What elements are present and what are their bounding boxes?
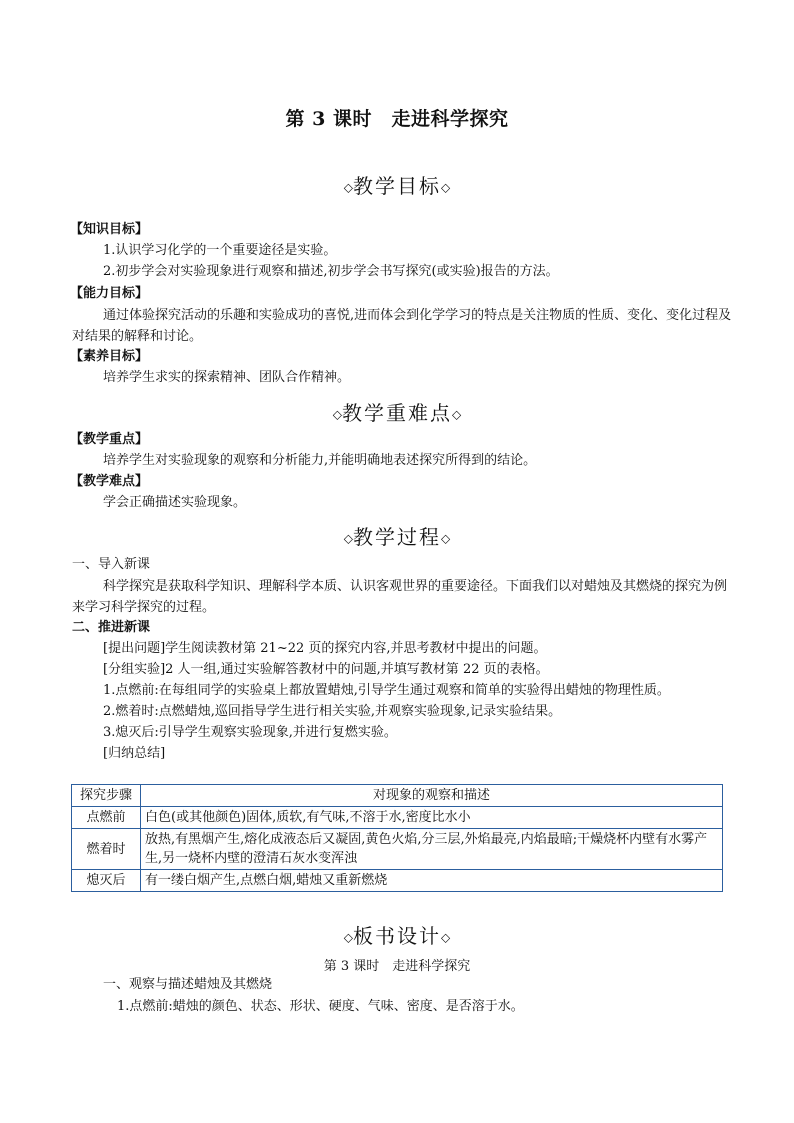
table-cell-step: 燃着时 [72,829,141,870]
focus-label: 【教学重点】 [70,432,149,447]
diamond-icon: ◇ [452,407,462,422]
observation-table [71,784,723,892]
diamond-icon: ◇ [343,930,353,945]
difficulty-text: 学会正确描述实验现象。 [103,495,247,510]
process-part1-text: 科学探究是获取科学知识、理解科学本质、认识客观世界的重要途径。下面我们以对蜡烛及其燃烧的探究为例来学习科学探究的过程。 [72,579,728,615]
section-objectives-title: 教学目标 [353,174,441,198]
table-cell-step: 点燃前 [72,807,141,829]
table-header-cell: 探究步骤 [72,785,141,807]
process-line: [提出问题]学生阅读教材第 21~22 页的探究内容,并思考教材中提出的问题。 [103,641,547,656]
diamond-icon: ◇ [332,407,342,422]
diamond-icon: ◇ [441,531,451,546]
table-row [72,829,723,870]
table-header-row [72,785,723,807]
section-process-heading [0,521,794,550]
knowledge-goal-1: 1.认识学习化学的一个重要途径是实验。 [103,243,337,258]
process-part1-heading: 一、导入新课 [72,557,151,572]
process-line: [分组实验]2 人一组,通过实验解答教材中的问题,并填写教材第 22 页的表格。 [103,662,549,677]
table-cell-desc: 白色(或其他颜色)固体,质软,有气味,不溶于水,密度比水小 [141,807,723,829]
ability-goal-text: 通过体验探究活动的乐趣和实验成功的喜悦,进而体会到化学学习的特点是关注物质的性质、变化、变化过程及对结果的解释和讨论。 [72,308,732,344]
process-part2-heading: 二、推进新课 [72,620,151,635]
board-subtitle: 第 3 课时 走进科学探究 [323,959,471,974]
table-row [72,870,723,892]
process-line: 2.燃着时:点燃蜡烛,巡回指导学生进行相关实验,并观察实验现象,记录实验结果。 [103,704,562,719]
process-line: [归纳总结] [103,746,166,761]
diamond-icon: ◇ [343,531,353,546]
literacy-goal-text: 培养学生求实的探索精神、团队合作精神。 [103,370,351,385]
section-keypoints-title: 教学重难点 [342,401,452,425]
table-row [72,807,723,829]
section-keypoints-heading [0,397,794,426]
knowledge-goal-2: 2.初步学会对实验现象进行观察和描述,初步学会书写探究(或实验)报告的方法。 [103,264,559,279]
section-board-heading [0,920,794,949]
ability-goal-label: 【能力目标】 [70,286,149,301]
table-cell-desc: 有一缕白烟产生,点燃白烟,蜡烛又重新燃烧 [141,870,723,892]
section-objectives-heading [0,170,794,199]
diamond-icon: ◇ [441,930,451,945]
diamond-icon: ◇ [343,180,353,195]
process-line: 3.熄灭后:引导学生观察实验现象,并进行复燃实验。 [103,725,397,740]
section-board-title: 板书设计 [353,924,441,948]
process-line: 1.点燃前:在每组同学的实验桌上都放置蜡烛,引导学生通过观察和简单的实验得出蜡烛的物理性质。 [103,683,670,698]
board-item-1: 1.点燃前:蜡烛的颜色、状态、形状、硬度、气味、密度、是否溶于水。 [117,999,524,1014]
section-process-title: 教学过程 [353,525,441,549]
difficulty-label: 【教学难点】 [70,474,149,489]
table-cell-step: 熄灭后 [72,870,141,892]
table-cell-desc: 放热,有黑烟产生,熔化成液态后又凝固,黄色火焰,分三层,外焰最亮,内焰最暗;干燥烧杯内壁有水雾产生,另一烧杯内壁的澄清石灰水变浑浊 [141,829,723,870]
board-heading: 一、观察与描述蜡烛及其燃烧 [103,977,273,992]
table-header-cell: 对现象的观察和描述 [141,785,723,807]
focus-text: 培养学生对实验现象的观察和分析能力,并能明确地表述探究所得到的结论。 [103,453,537,468]
page-title: 第 3 课时 走进科学探究 [285,108,509,130]
knowledge-goal-label: 【知识目标】 [70,222,149,237]
diamond-icon: ◇ [441,180,451,195]
literacy-goal-label: 【素养目标】 [70,349,149,364]
